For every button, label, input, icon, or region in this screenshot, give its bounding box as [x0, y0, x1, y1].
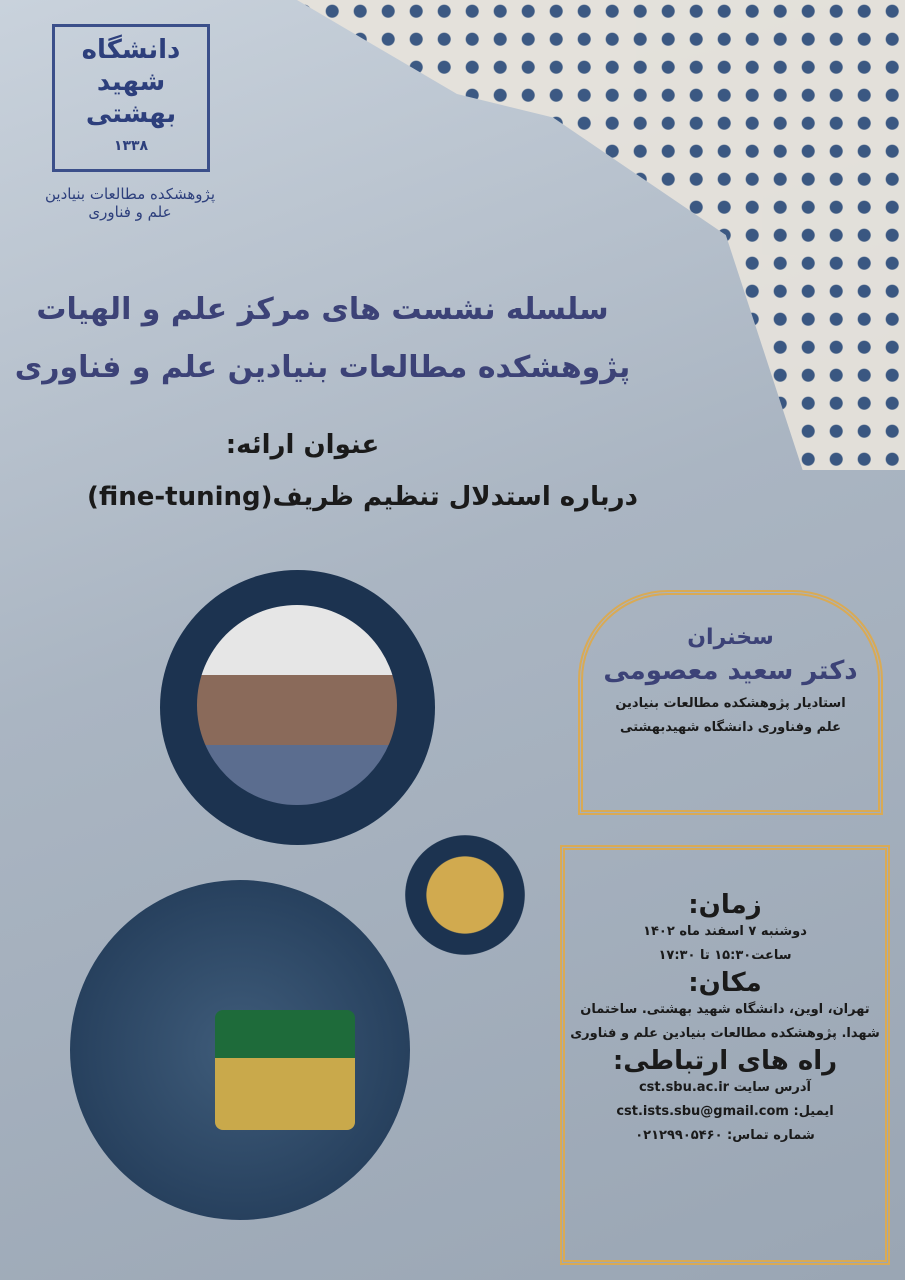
event-hours: ساعت۱۵:۳۰ تا ۱۷:۳۰ [658, 948, 792, 963]
institute-line1: پژوهشکده مطالعات بنیادین [44, 185, 216, 203]
speaker-label: سخنران [687, 625, 774, 650]
presentation-label: عنوان ارائه: [225, 430, 380, 460]
series-title-line1: سلسله نشست های مرکز علم و الهیات [36, 292, 609, 327]
islamic-pattern-decoration [265, 0, 905, 470]
contact-label: راه های ارتباطی: [612, 1046, 838, 1076]
institute-line2: علم و فناوری [88, 203, 172, 221]
presentation-title: درباره استدلال تنظیم ظریف(fine-tuning) [87, 482, 638, 512]
speaker-role-line2: علم وفناوری دانشگاه شهیدبهشتی [620, 720, 841, 735]
contact-phone: شماره تماس: ۰۲۱۲۹۹۰۵۴۶۰ [635, 1128, 815, 1143]
event-date: دوشنبه ۷ اسفند ماه ۱۴۰۲ [643, 924, 807, 939]
speaker-photo [197, 605, 397, 805]
logo-text: دانشگاه شهید بهشتی [81, 35, 181, 129]
university-logo [52, 24, 210, 172]
gold-sun-decoration [405, 835, 525, 955]
event-details-panel [560, 845, 890, 1265]
place-line1: تهران، اوین، دانشگاه شهید بهشتی. ساختمان [580, 1002, 870, 1017]
institute-name [30, 185, 230, 221]
series-title-line2: پژوهشکده مطالعات بنیادین علم و فناوری [14, 350, 631, 385]
speaker-name: دکتر سعید معصومی [603, 656, 858, 686]
speaker-panel [578, 590, 883, 815]
place-label: مکان: [688, 968, 762, 998]
place-line2: شهدا. پژوهشکده مطالعات بنیادین علم و فناوری [570, 1026, 880, 1041]
contact-website[interactable]: آدرس سایت cst.sbu.ac.ir [638, 1080, 812, 1095]
time-label: زمان: [688, 890, 762, 920]
speaker-role-line1: استادیار پژوهشکده مطالعات بنیادین [615, 696, 846, 711]
logo-year: ۱۳۳۸ [113, 138, 149, 154]
contact-email[interactable]: ایمیل: cst.ists.sbu@gmail.com [616, 1104, 834, 1119]
institute-emblem [215, 1010, 355, 1130]
